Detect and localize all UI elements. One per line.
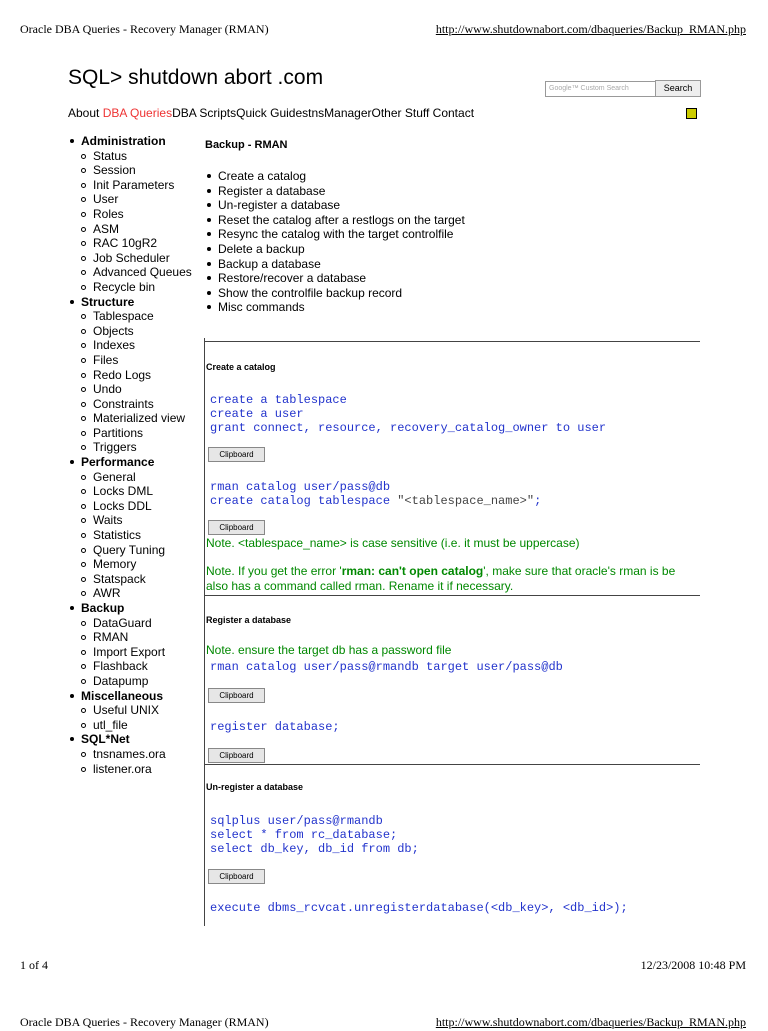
sidebar-item[interactable]: Init Parameters [68,178,200,193]
clipboard-button[interactable]: Clipboard [208,748,265,763]
toc-item[interactable]: Delete a backup [205,242,465,257]
code-line: select * from rc_database; [210,828,398,842]
sidebar-item[interactable]: Locks DDL [68,499,200,514]
sidebar-item[interactable]: Triggers [68,440,200,455]
sidebar-item[interactable]: Useful UNIX [68,703,200,718]
sidebar-item[interactable]: AWR [68,586,200,601]
note-text: Note. If you get the error 'rman: can't open catalog', make sure that oracle's rman is be [206,564,676,578]
code-line: select db_key, db_id from db; [210,842,419,856]
page-number: 1 of 4 [20,958,48,972]
site-logo[interactable]: SQL> shutdown abort .com [68,66,324,89]
section-divider [205,341,700,342]
code-string: "<tablespace_name>" [397,494,535,508]
section-divider [205,764,700,765]
sidebar-item[interactable]: Redo Logs [68,368,200,383]
sidebar-item[interactable]: Status [68,149,200,164]
section-title-register: Register a database [206,615,292,625]
sidebar-item[interactable]: Materialized view [68,411,200,426]
code-line: rman catalog user/pass@db [210,480,391,494]
sidebar-category[interactable]: Administration [68,134,200,149]
code-block: rman catalog user/pass@rmandb target user/pass@db [210,660,563,674]
print-header-title: Oracle DBA Queries - Recovery Manager (RMAN) [20,22,269,36]
clipboard-button[interactable]: Clipboard [208,520,265,535]
code-line: sqlplus user/pass@rmandb [210,814,383,828]
sidebar-item[interactable]: Indexes [68,338,200,353]
sidebar-category[interactable]: Structure [68,295,200,310]
sidebar-item[interactable]: Partitions [68,426,200,441]
clipboard-button[interactable]: Clipboard [208,447,265,462]
sidebar-item[interactable]: Job Scheduler [68,251,200,266]
sidebar-item[interactable]: General [68,470,200,485]
toc-item[interactable]: Show the controlfile backup record [205,286,465,301]
code-text: create catalog tablespace [210,494,398,508]
toc-item[interactable]: Backup a database [205,257,465,272]
sidebar-item[interactable]: Import Export [68,645,200,660]
sidebar-item[interactable]: tnsnames.ora [68,747,200,762]
sidebar-item[interactable]: Constraints [68,397,200,412]
sidebar-item[interactable]: utl_file [68,718,200,733]
toc-item[interactable]: Misc commands [205,300,465,315]
clipboard-button[interactable]: Clipboard [208,688,265,703]
search-button[interactable]: Search [655,80,701,97]
lock-icon [686,108,697,119]
sidebar-item[interactable]: listener.ora [68,762,200,777]
code-line: create a tablespace [210,393,347,407]
sidebar-category[interactable]: Miscellaneous [68,689,200,704]
note-text: Note. ensure the target db has a password file [206,643,452,657]
nav-quick-guides[interactable]: Quick Guides [236,106,309,120]
clipboard-button[interactable]: Clipboard [208,869,265,884]
sidebar-item[interactable]: Query Tuning [68,543,200,558]
sidebar-item[interactable]: Undo [68,382,200,397]
print-header-url[interactable]: http://www.shutdownabort.com/dbaqueries/Backup_RMAN.php [435,22,746,36]
print-footer [20,958,746,974]
sidebar [68,134,200,776]
nav-about[interactable]: About [68,106,100,120]
code-block: register database; [210,720,340,734]
print-header-url[interactable]: http://www.shutdownabort.com/dbaqueries/Backup_RMAN.php [435,1015,746,1029]
toc-item[interactable]: Create a catalog [205,169,465,184]
sidebar-item[interactable]: Recycle bin [68,280,200,295]
sidebar-item[interactable]: Tablespace [68,309,200,324]
sidebar-item[interactable]: Session [68,163,200,178]
toc-item[interactable]: Un-register a database [205,198,465,213]
sidebar-item[interactable]: Objects [68,324,200,339]
nav-dba-queries[interactable]: DBA Queries [102,106,173,120]
sidebar-item[interactable]: Statistics [68,528,200,543]
sidebar-item[interactable]: Waits [68,513,200,528]
toc-list [205,169,465,315]
toc-item[interactable]: Resync the catalog with the target controlfile [205,227,465,242]
sidebar-item[interactable]: Advanced Queues [68,265,200,280]
sidebar-item[interactable]: Locks DML [68,484,200,499]
sidebar-item[interactable]: Roles [68,207,200,222]
sidebar-item[interactable]: DataGuard [68,616,200,631]
search-input[interactable]: Google™ Custom Search [545,81,656,97]
code-text: ; [534,494,542,508]
code-line: create a user [210,407,304,421]
top-nav [68,106,474,120]
code-block [210,480,541,508]
sidebar-item[interactable]: ASM [68,222,200,237]
sidebar-item[interactable]: User [68,192,200,207]
sidebar-item[interactable]: Datapump [68,674,200,689]
nav-dba-scripts[interactable]: DBA Scripts [172,106,237,120]
print-header [20,22,746,38]
nav-tnsmanager[interactable]: tnsManager [308,106,372,120]
sidebar-category[interactable]: SQL*Net [68,732,200,747]
toc-item[interactable]: Reset the catalog after a restlogs on the target [205,213,465,228]
sidebar-category[interactable]: Backup [68,601,200,616]
page-title: Backup - RMAN [205,139,288,151]
sidebar-item[interactable]: Memory [68,557,200,572]
section-title-create-catalog: Create a catalog [206,362,276,372]
note-text: Note. <tablespace_name> is case sensitive (i.e. it must be uppercase) [206,536,580,550]
sidebar-item[interactable]: Statspack [68,572,200,587]
sidebar-item[interactable]: RAC 10gR2 [68,236,200,251]
print-header-title: Oracle DBA Queries - Recovery Manager (RMAN) [20,1015,269,1029]
code-block [210,393,606,435]
next-page-header [20,1015,746,1031]
sidebar-item[interactable]: Flashback [68,659,200,674]
sidebar-item[interactable]: Files [68,353,200,368]
nav-contact[interactable]: Contact [432,106,475,120]
section-divider [205,595,700,596]
code-block [210,814,419,856]
sidebar-item[interactable]: RMAN [68,630,200,645]
content-divider [204,338,205,926]
print-datetime: 12/23/2008 10:48 PM [640,958,746,972]
code-block: execute dbms_rcvcat.unregisterdatabase(<db_key>, <db_id>); [210,901,628,915]
toc-item[interactable]: Restore/recover a database [205,271,465,286]
toc-item[interactable]: Register a database [205,184,465,199]
nav-other-stuff[interactable]: Other Stuff [371,106,430,120]
note-text: also has a command called rman. Rename it if necessary. [206,579,514,593]
sidebar-category[interactable]: Performance [68,455,200,470]
section-title-unregister: Un-register a database [206,782,304,792]
code-line: grant connect, resource, recovery_catalog_owner to user [210,421,607,435]
